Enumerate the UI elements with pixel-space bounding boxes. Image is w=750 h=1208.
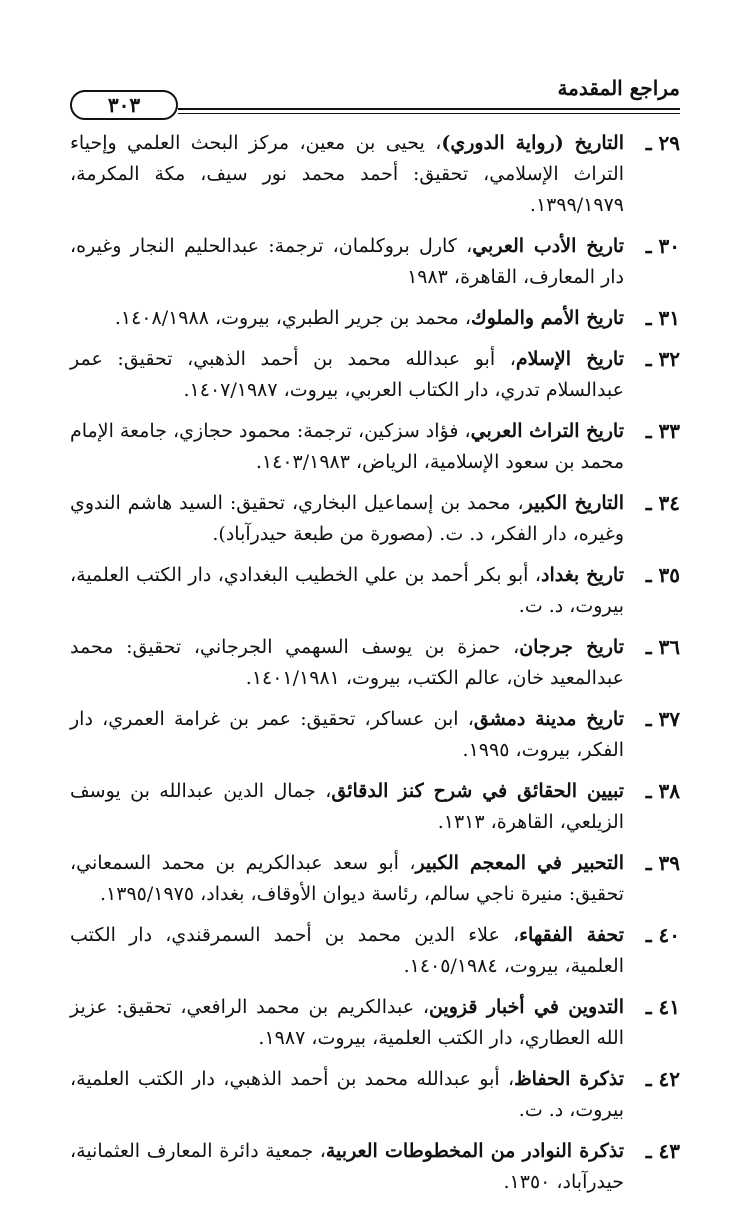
- entry-text: [70, 632, 624, 694]
- entry-title: تاريخ جرجان: [519, 636, 624, 658]
- entry-number: ٣٧ ـ: [645, 707, 680, 731]
- entry-number: ٣٨ ـ: [645, 779, 680, 803]
- entry-details: ، ابن عساكر، تحقيق: عمر بن غرامة العمري، دار الفكر، بيروت، ١٩٩٥.: [70, 708, 624, 761]
- header-rule: [178, 108, 680, 110]
- entry-title: تبيين الحقائق في شرح كنز الدقائق: [331, 780, 624, 802]
- bibliography-entry: [70, 231, 680, 293]
- entry-text: [70, 231, 624, 293]
- entry-text: [70, 992, 624, 1054]
- entry-number: ٢٩ ـ: [645, 131, 680, 155]
- bibliography-entry: [70, 704, 680, 766]
- entry-title: تاريخ الإسلام: [515, 348, 625, 370]
- entry-number: ٤٢ ـ: [645, 1067, 680, 1091]
- entry-number: ٣٢ ـ: [645, 347, 680, 371]
- entry-title: تذكرة الحفاظ: [514, 1068, 624, 1090]
- entry-details: ، محمد بن جرير الطبري، بيروت، ١٤٠٨/١٩٨٨.: [114, 307, 472, 329]
- bibliography-entry: [70, 560, 680, 622]
- entry-number: ٣٩ ـ: [645, 851, 680, 875]
- entry-number: ٣٤ ـ: [645, 491, 680, 515]
- entry-title: التدوين في أخبار قزوين: [428, 996, 624, 1018]
- entry-details: ، علاء الدين محمد بن أحمد السمرقندي، دار الكتب العلمية، بيروت، ١٤٠٥/١٩٨٤.: [70, 924, 624, 977]
- entry-title: التحبير في المعجم الكبير: [415, 852, 624, 874]
- entry-details: ، جمعية دائرة المعارف العثمانية، حيدرآباد، ١٣٥٠.: [70, 1140, 624, 1193]
- entry-details: ، يحيى بن معين، مركز البحث العلمي وإحياء التراث الإسلامي، تحقيق: أحمد محمد نور سيف، مكة المكرمة، ١٣٩٩/١٩٧٩.: [70, 132, 624, 216]
- entry-title: التاريخ (رواية الدوري): [441, 132, 624, 154]
- bibliography-entry: [70, 416, 680, 478]
- entry-text: [70, 920, 624, 982]
- entry-title: تاريخ بغداد: [540, 564, 624, 586]
- bibliography-entry: [70, 488, 680, 550]
- entry-details: ، كارل بروكلمان، ترجمة: عبدالحليم النجار وغيره، دار المعارف، القاهرة، ١٩٨٣: [70, 235, 624, 288]
- bibliography-entry: [70, 344, 680, 406]
- entry-title: التاريخ الكبير: [523, 492, 624, 514]
- entry-details: ، جمال الدين عبدالله بن يوسف الزيلعي، القاهرة، ١٣١٣.: [70, 780, 624, 833]
- entry-details: ، أبو عبدالله محمد بن أحمد الذهبي، دار الكتب العلمية، بيروت، د. ت.: [70, 1068, 624, 1121]
- entry-details: ، فؤاد سزكين، ترجمة: محمود حجازي، جامعة الإمام محمد بن سعود الإسلامية، الرياض، ١٤٠٣/١٩٨٣.: [70, 420, 624, 473]
- entry-details: ، محمد بن إسماعيل البخاري، تحقيق: السيد هاشم الندوي وغيره، دار الفكر، د. ت. (مصورة من طبعة حيدرآباد).: [70, 492, 624, 545]
- page-number: ٣٠٣: [70, 90, 178, 120]
- entry-number: ٣٣ ـ: [645, 419, 680, 443]
- entry-text: [70, 776, 624, 838]
- entry-text: [70, 848, 624, 910]
- entry-number: ٣٥ ـ: [645, 563, 680, 587]
- entry-title: تحفة الفقهاء: [519, 924, 624, 946]
- entry-details: ، أبو سعد عبدالكريم بن محمد السمعاني، تحقيق: منيرة ناجي سالم، رئاسة ديوان الأوقاف، بغداد، ١٣٩٥/١٩٧٥.: [70, 852, 624, 905]
- bibliography-entry: [70, 128, 680, 221]
- bibliography-entry: [70, 1136, 680, 1198]
- entry-number: ٣٦ ـ: [645, 635, 680, 659]
- bibliography-entry: [70, 776, 680, 838]
- entry-number: ٤٣ ـ: [645, 1139, 680, 1163]
- entry-details: ، عبدالكريم بن محمد الرافعي، تحقيق: عزيز الله العطاري، دار الكتب العلمية، بيروت، ١٩٨٧.: [70, 996, 624, 1049]
- entry-text: [70, 128, 624, 221]
- entry-number: ٤٠ ـ: [645, 923, 680, 947]
- entry-title: تاريخ الأمم والملوك: [471, 307, 624, 329]
- bibliography-list: [70, 128, 680, 1208]
- entry-text: [70, 488, 624, 550]
- entry-number: ٤١ ـ: [645, 995, 680, 1019]
- bibliography-entry: [70, 848, 680, 910]
- entry-details: ، أبو بكر أحمد بن علي الخطيب البغدادي، دار الكتب العلمية، بيروت، د. ت.: [70, 564, 624, 617]
- entry-text: [70, 1136, 624, 1198]
- page-header: [70, 70, 680, 118]
- bibliography-entry: [70, 992, 680, 1054]
- header-rule-thin: [178, 113, 680, 114]
- entry-details: ، أبو عبدالله محمد بن أحمد الذهبي، تحقيق: عمر عبدالسلام تدري، دار الكتاب العربي، بيروت، ١٤٠٧/١٩٨٧.: [70, 348, 624, 401]
- running-title: مراجع المقدمة: [557, 76, 680, 100]
- bibliography-entry: [70, 303, 680, 334]
- entry-number: ٣١ ـ: [645, 306, 680, 330]
- entry-text: [70, 344, 624, 406]
- entry-text: [70, 416, 624, 478]
- entry-title: تاريخ الأدب العربي: [472, 235, 624, 257]
- entry-text: [70, 560, 624, 622]
- entry-text: [70, 303, 624, 334]
- entry-details: ، حمزة بن يوسف السهمي الجرجاني، تحقيق: محمد عبدالمعيد خان، عالم الكتب، بيروت، ١٤٠١/١٩٨١.: [70, 636, 624, 689]
- entry-title: تذكرة النوادر من المخطوطات العربية: [325, 1140, 624, 1162]
- entry-title: تاريخ التراث العربي: [470, 420, 624, 442]
- entry-text: [70, 1064, 624, 1126]
- bibliography-entry: [70, 632, 680, 694]
- entry-title: تاريخ مدينة دمشق: [473, 708, 624, 730]
- entry-text: [70, 704, 624, 766]
- bibliography-entry: [70, 1064, 680, 1126]
- bibliography-entry: [70, 920, 680, 982]
- entry-number: ٣٠ ـ: [645, 234, 680, 258]
